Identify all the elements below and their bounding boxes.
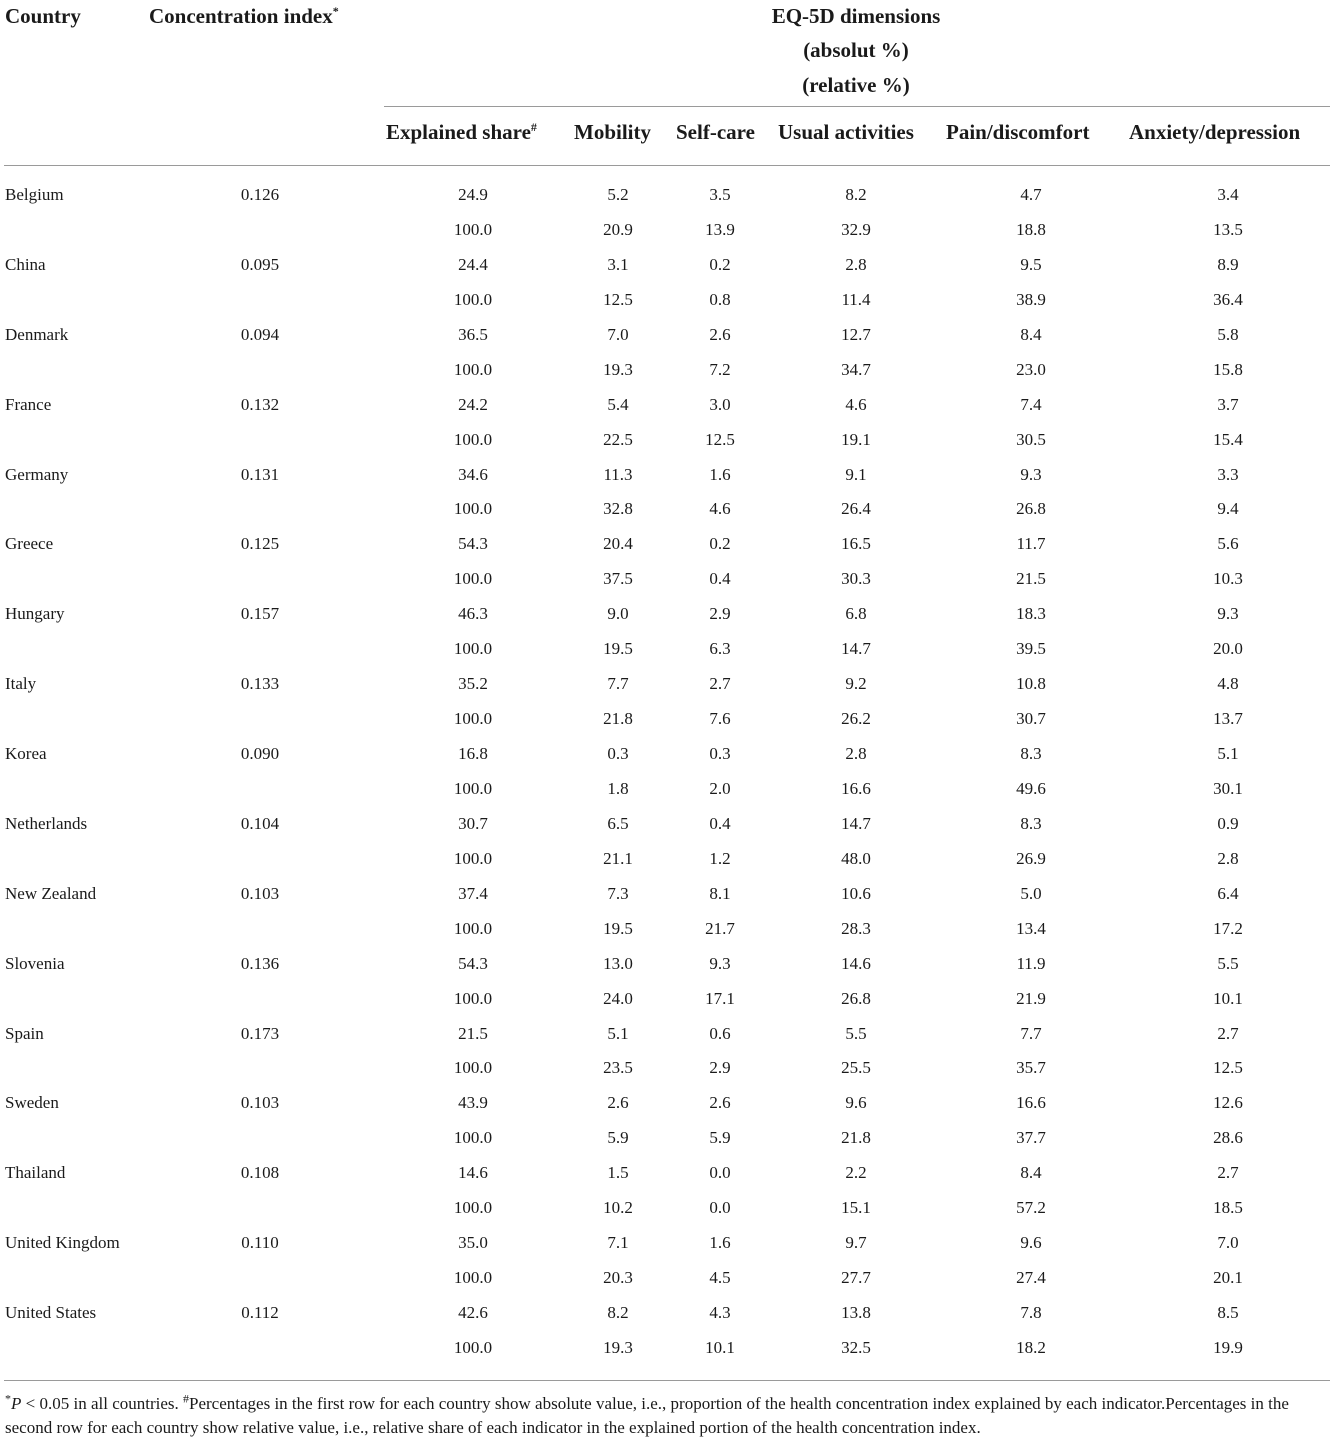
cell-mobility-abs: 6.5	[607, 813, 629, 833]
cell-explained-share-rel: 100.0	[453, 429, 493, 449]
cell-pain-discomfort-rel: 38.9	[1016, 289, 1046, 309]
cell-mobility-rel: 19.3	[603, 1337, 633, 1357]
cell-mobility-rel: 19.3	[603, 359, 633, 379]
table-row-abs	[0, 1156, 1334, 1191]
cell-pain-discomfort-rel: 21.9	[1016, 988, 1046, 1008]
cell-pain-discomfort-abs: 8.3	[1020, 813, 1042, 833]
cell-usual-activities-abs: 8.2	[845, 185, 867, 204]
header-anxiety-depression: Anxiety/depression	[1129, 120, 1301, 144]
cell-usual-activities-abs: 12.7	[841, 324, 871, 344]
cell-explained-share-rel: 100.0	[453, 569, 493, 589]
header-pain-discomfort: Pain/discomfort	[946, 120, 1090, 144]
cell-pain-discomfort-abs: 9.5	[1020, 254, 1042, 274]
footnote-p-symbol: P	[11, 1394, 22, 1413]
cell-anxiety-depression-rel: 2.8	[1217, 848, 1239, 868]
cell-explained-share-rel: 100.0	[453, 289, 493, 309]
cell-usual-activities-rel: 32.9	[841, 219, 871, 239]
cell-country: Greece	[5, 534, 54, 554]
cell-self-care-abs: 0.2	[709, 254, 731, 274]
cell-explained-share-rel: 100.0	[453, 988, 493, 1008]
header-group-line2: (absolut %)	[803, 38, 909, 62]
cell-self-care-abs: 1.6	[709, 464, 731, 484]
cell-self-care-rel: 7.6	[709, 709, 731, 729]
cell-pain-discomfort-abs: 8.4	[1020, 1163, 1042, 1183]
cell-explained-share-abs: 46.3	[458, 604, 488, 624]
cell-country: Slovenia	[5, 953, 65, 973]
cell-pain-discomfort-rel: 13.4	[1016, 918, 1046, 938]
footnote-p-text: < 0.05 in all countries.	[21, 1394, 184, 1413]
cell-anxiety-depression-abs: 8.5	[1217, 1303, 1239, 1322]
table-row-rel	[0, 702, 1334, 737]
cell-explained-share-abs: 16.8	[458, 744, 488, 763]
cell-mobility-rel: 20.3	[603, 1268, 633, 1288]
cell-usual-activities-abs: 9.1	[845, 464, 867, 484]
cell-anxiety-depression-abs: 7.0	[1217, 1233, 1239, 1253]
header-concentration-index	[149, 4, 339, 29]
cell-explained-share-abs: 36.5	[458, 324, 488, 344]
table-row-rel	[0, 912, 1334, 947]
cell-mobility-rel: 12.5	[603, 289, 633, 309]
header-explained-share	[386, 120, 537, 145]
cell-self-care-abs: 9.3	[709, 953, 731, 973]
cell-pain-discomfort-rel: 21.5	[1016, 569, 1046, 589]
cell-anxiety-depression-rel: 15.4	[1213, 429, 1243, 449]
cell-pain-discomfort-rel: 35.7	[1016, 1058, 1046, 1078]
cell-mobility-abs: 2.6	[607, 1093, 629, 1113]
cell-self-care-rel: 12.5	[705, 429, 735, 449]
cell-usual-activities-abs: 10.6	[841, 883, 871, 903]
table-row-abs	[0, 458, 1334, 493]
footnote-text: Percentages in the first row for each country show absolute value, i.e., proportion of the health concentration index explained by each indicator.Percentages in the second row for each country show relative value, i.e., relative share of each indicator in the explained portion of the health concentration index.	[5, 1394, 1289, 1437]
table-row-abs	[0, 877, 1334, 912]
cell-usual-activities-rel: 15.1	[841, 1198, 871, 1218]
cell-anxiety-depression-abs: 3.3	[1217, 464, 1239, 484]
cell-country: Denmark	[5, 324, 69, 344]
table-row-rel	[0, 562, 1334, 597]
cell-mobility-abs: 11.3	[603, 464, 633, 484]
cell-explained-share-rel: 100.0	[453, 709, 493, 729]
cell-usual-activities-rel: 26.8	[841, 988, 871, 1008]
cell-anxiety-depression-rel: 12.5	[1213, 1058, 1243, 1078]
table-row-rel	[0, 1051, 1334, 1086]
cell-mobility-rel: 19.5	[603, 639, 633, 659]
cell-concentration-index: 0.095	[240, 254, 280, 274]
cell-pain-discomfort-abs: 11.9	[1016, 953, 1046, 973]
cell-concentration-index: 0.173	[240, 1023, 280, 1043]
cell-pain-discomfort-abs: 10.8	[1016, 674, 1046, 694]
cell-anxiety-depression-abs: 8.9	[1217, 254, 1239, 274]
cell-self-care-rel: 0.4	[709, 569, 731, 589]
cell-anxiety-depression-abs: 5.5	[1217, 953, 1239, 973]
cell-pain-discomfort-abs: 16.6	[1016, 1093, 1046, 1113]
cell-country: Italy	[5, 674, 37, 694]
cell-pain-discomfort-abs: 9.6	[1020, 1233, 1042, 1253]
cell-mobility-rel: 20.9	[603, 219, 633, 239]
table-row-rel	[0, 1261, 1334, 1296]
cell-anxiety-depression-rel: 30.1	[1213, 778, 1243, 798]
table-row-abs	[0, 1017, 1334, 1052]
cell-explained-share-abs: 14.6	[458, 1163, 488, 1183]
cell-usual-activities-rel: 26.2	[841, 709, 871, 729]
cell-usual-activities-rel: 30.3	[841, 569, 871, 589]
cell-anxiety-depression-abs: 3.4	[1217, 185, 1239, 204]
cell-pain-discomfort-rel: 30.7	[1016, 709, 1046, 729]
table-row-rel	[0, 842, 1334, 877]
cell-usual-activities-abs: 9.7	[845, 1233, 867, 1253]
cell-explained-share-rel: 100.0	[453, 1058, 493, 1078]
cell-pain-discomfort-rel: 27.4	[1016, 1268, 1046, 1288]
cell-self-care-rel: 4.6	[709, 499, 731, 519]
cell-self-care-rel: 2.0	[709, 778, 731, 798]
cell-mobility-abs: 7.0	[607, 324, 629, 344]
header-usual-activities: Usual activities	[778, 120, 914, 144]
cell-country: Germany	[5, 464, 69, 484]
cell-self-care-abs: 2.9	[709, 604, 731, 624]
cell-usual-activities-abs: 6.8	[845, 604, 867, 624]
cell-pain-discomfort-abs: 11.7	[1016, 534, 1046, 554]
cell-country: Belgium	[5, 185, 64, 204]
cell-self-care-rel: 4.5	[709, 1268, 731, 1288]
cell-mobility-abs: 0.3	[607, 744, 629, 763]
header-country-label: Country	[5, 4, 81, 28]
table-row-rel	[0, 632, 1334, 667]
cell-concentration-index: 0.157	[240, 604, 280, 624]
cell-usual-activities-abs: 4.6	[845, 394, 867, 414]
cell-explained-share-abs: 43.9	[458, 1093, 488, 1113]
header-rule	[4, 165, 1330, 166]
cell-pain-discomfort-abs: 9.3	[1020, 464, 1042, 484]
cell-usual-activities-abs: 16.5	[841, 534, 871, 554]
cell-country: Hungary	[5, 604, 65, 624]
table-row-rel	[0, 1191, 1334, 1226]
cell-self-care-abs: 2.6	[709, 1093, 731, 1113]
cell-concentration-index: 0.125	[240, 534, 280, 554]
group-subrule	[384, 106, 1330, 107]
cell-explained-share-abs: 24.9	[458, 185, 488, 204]
table-row-abs	[0, 318, 1334, 353]
cell-concentration-index: 0.133	[240, 674, 280, 694]
table-row-abs	[0, 947, 1334, 982]
cell-self-care-rel: 5.9	[709, 1128, 731, 1148]
cell-pain-discomfort-abs: 4.7	[1020, 185, 1042, 204]
cell-explained-share-rel: 100.0	[453, 778, 493, 798]
header-ci-mark: *	[332, 4, 339, 18]
cell-pain-discomfort-rel: 37.7	[1016, 1128, 1046, 1148]
cell-usual-activities-rel: 19.1	[841, 429, 871, 449]
cell-self-care-abs: 0.3	[709, 744, 731, 763]
cell-mobility-rel: 32.8	[603, 499, 633, 519]
cell-usual-activities-rel: 28.3	[841, 918, 871, 938]
cell-self-care-abs: 1.6	[709, 1233, 731, 1253]
cell-explained-share-abs: 37.4	[458, 883, 488, 903]
cell-concentration-index: 0.103	[240, 883, 280, 903]
cell-usual-activities-rel: 27.7	[841, 1268, 871, 1288]
cell-country: United States	[5, 1303, 97, 1322]
cell-explained-share-abs: 54.3	[458, 534, 488, 554]
cell-anxiety-depression-rel: 36.4	[1213, 289, 1243, 309]
cell-pain-discomfort-rel: 26.9	[1016, 848, 1046, 868]
cell-country: Netherlands	[5, 813, 88, 833]
cell-self-care-rel: 0.0	[709, 1198, 731, 1218]
cell-usual-activities-abs: 2.8	[845, 744, 867, 763]
cell-explained-share-rel: 100.0	[453, 639, 493, 659]
cell-concentration-index: 0.136	[240, 953, 280, 973]
cell-explained-share-abs: 34.6	[458, 464, 488, 484]
cell-anxiety-depression-rel: 19.9	[1213, 1337, 1243, 1357]
cell-pain-discomfort-abs: 7.4	[1020, 394, 1042, 414]
cell-usual-activities-rel: 14.7	[841, 639, 871, 659]
cell-explained-share-rel: 100.0	[453, 848, 493, 868]
cell-mobility-rel: 21.8	[603, 709, 633, 729]
cell-mobility-abs: 7.1	[607, 1233, 629, 1253]
cell-concentration-index: 0.090	[240, 744, 280, 763]
cell-anxiety-depression-rel: 20.0	[1213, 639, 1243, 659]
cell-explained-share-abs: 35.2	[458, 674, 488, 694]
cell-anxiety-depression-rel: 9.4	[1217, 499, 1239, 519]
table-row-abs	[0, 1296, 1334, 1331]
cell-country: Thailand	[5, 1163, 66, 1183]
cell-mobility-abs: 3.1	[607, 254, 629, 274]
table-row-rel	[0, 423, 1334, 458]
header-self-care: Self-care	[676, 120, 755, 144]
cell-self-care-abs: 0.6	[709, 1023, 731, 1043]
cell-country: Sweden	[5, 1093, 59, 1113]
table-row-rel	[0, 1121, 1334, 1156]
cell-usual-activities-rel: 32.5	[841, 1337, 871, 1357]
cell-self-care-abs: 0.2	[709, 534, 731, 554]
table-row-rel	[0, 213, 1334, 248]
cell-explained-share-abs: 42.6	[458, 1303, 488, 1322]
cell-anxiety-depression-rel: 13.7	[1213, 709, 1243, 729]
cell-concentration-index: 0.103	[240, 1093, 280, 1113]
table-row-abs	[0, 737, 1334, 772]
table-row-abs	[0, 667, 1334, 702]
cell-usual-activities-abs: 2.8	[845, 254, 867, 274]
cell-mobility-abs: 20.4	[603, 534, 633, 554]
cell-self-care-abs: 3.5	[709, 185, 731, 204]
cell-usual-activities-abs: 13.8	[841, 1303, 871, 1322]
cell-country: France	[5, 394, 52, 414]
cell-usual-activities-abs: 14.7	[841, 813, 871, 833]
cell-explained-share-abs: 35.0	[458, 1233, 488, 1253]
cell-explained-share-rel: 100.0	[453, 918, 493, 938]
header-explained-share-mark: #	[530, 120, 537, 134]
cell-mobility-abs: 9.0	[607, 604, 629, 624]
cell-mobility-rel: 10.2	[603, 1198, 633, 1218]
cell-mobility-abs: 5.4	[607, 394, 629, 414]
cell-mobility-abs: 13.0	[603, 953, 633, 973]
footnote-hash-mark: #	[183, 1391, 190, 1406]
cell-explained-share-abs: 24.2	[458, 394, 488, 414]
cell-self-care-rel: 2.9	[709, 1058, 731, 1078]
cell-concentration-index: 0.094	[240, 324, 280, 344]
cell-self-care-rel: 1.2	[709, 848, 731, 868]
table-row-rel	[0, 353, 1334, 388]
cell-anxiety-depression-rel: 15.8	[1213, 359, 1243, 379]
cell-mobility-rel: 5.9	[607, 1128, 629, 1148]
cell-explained-share-rel: 100.0	[453, 1268, 493, 1288]
cell-self-care-rel: 6.3	[709, 639, 731, 659]
cell-usual-activities-abs: 5.5	[845, 1023, 867, 1043]
table-row-abs	[0, 388, 1334, 423]
table-row-rel	[0, 283, 1334, 318]
cell-explained-share-rel: 100.0	[453, 1128, 493, 1148]
table-row-rel	[0, 1331, 1334, 1366]
cell-anxiety-depression-rel: 28.6	[1213, 1128, 1243, 1148]
cell-mobility-abs: 7.7	[607, 674, 629, 694]
cell-anxiety-depression-abs: 4.8	[1217, 674, 1239, 694]
cell-anxiety-depression-abs: 6.4	[1217, 883, 1239, 903]
cell-mobility-abs: 5.2	[607, 185, 629, 204]
cell-explained-share-abs: 21.5	[458, 1023, 488, 1043]
cell-explained-share-rel: 100.0	[453, 499, 493, 519]
cell-pain-discomfort-rel: 39.5	[1016, 639, 1046, 659]
table-row-rel	[0, 492, 1334, 527]
cell-anxiety-depression-rel: 20.1	[1213, 1268, 1243, 1288]
cell-anxiety-depression-rel: 10.1	[1213, 988, 1243, 1008]
cell-anxiety-depression-abs: 2.7	[1217, 1023, 1239, 1043]
cell-pain-discomfort-rel: 18.2	[1016, 1337, 1046, 1357]
cell-anxiety-depression-rel: 13.5	[1213, 219, 1243, 239]
cell-concentration-index: 0.126	[240, 185, 280, 204]
cell-anxiety-depression-rel: 10.3	[1213, 569, 1243, 589]
cell-mobility-rel: 37.5	[603, 569, 633, 589]
cell-usual-activities-abs: 14.6	[841, 953, 871, 973]
cell-mobility-rel: 23.5	[603, 1058, 633, 1078]
cell-anxiety-depression-abs: 3.7	[1217, 394, 1239, 414]
table-body	[0, 178, 1334, 1366]
cell-pain-discomfort-abs: 7.7	[1020, 1023, 1042, 1043]
cell-self-care-abs: 0.4	[709, 813, 731, 833]
cell-pain-discomfort-abs: 7.8	[1020, 1303, 1042, 1322]
cell-explained-share-abs: 24.4	[458, 254, 488, 274]
table-footnote	[5, 1392, 1330, 1440]
cell-self-care-abs: 2.7	[709, 674, 731, 694]
cell-anxiety-depression-abs: 5.6	[1217, 534, 1239, 554]
cell-country: New Zealand	[5, 883, 97, 903]
cell-usual-activities-abs: 9.6	[845, 1093, 867, 1113]
cell-mobility-abs: 5.1	[607, 1023, 629, 1043]
cell-explained-share-rel: 100.0	[453, 1198, 493, 1218]
table-row-rel	[0, 772, 1334, 807]
cell-usual-activities-rel: 16.6	[841, 778, 871, 798]
cell-concentration-index: 0.132	[240, 394, 280, 414]
cell-concentration-index: 0.110	[241, 1233, 279, 1253]
cell-self-care-abs: 0.0	[709, 1163, 731, 1183]
table-row-abs	[0, 527, 1334, 562]
cell-anxiety-depression-abs: 9.3	[1217, 604, 1239, 624]
cell-pain-discomfort-abs: 8.3	[1020, 744, 1042, 763]
table-row-abs	[0, 248, 1334, 283]
cell-explained-share-abs: 30.7	[458, 813, 488, 833]
cell-self-care-rel: 17.1	[705, 988, 735, 1008]
cell-usual-activities-rel: 48.0	[841, 848, 871, 868]
cell-concentration-index: 0.104	[240, 813, 280, 833]
cell-pain-discomfort-abs: 5.0	[1020, 883, 1042, 903]
cell-self-care-abs: 3.0	[709, 394, 731, 414]
cell-anxiety-depression-rel: 17.2	[1213, 918, 1243, 938]
cell-usual-activities-abs: 2.2	[845, 1163, 867, 1183]
cell-mobility-rel: 22.5	[603, 429, 633, 449]
header-concentration-index-label: Concentration index	[149, 4, 333, 28]
table-row-abs	[0, 1086, 1334, 1121]
cell-pain-discomfort-rel: 18.8	[1016, 219, 1046, 239]
cell-mobility-abs: 1.5	[607, 1163, 629, 1183]
footnote-star-mark: *	[5, 1391, 11, 1406]
cell-pain-discomfort-rel: 26.8	[1016, 499, 1046, 519]
cell-pain-discomfort-rel: 30.5	[1016, 429, 1046, 449]
header-country	[5, 4, 81, 29]
cell-anxiety-depression-abs: 2.7	[1217, 1163, 1239, 1183]
cell-usual-activities-rel: 21.8	[841, 1128, 871, 1148]
cell-self-care-abs: 2.6	[709, 324, 731, 344]
cell-country: China	[5, 254, 46, 274]
table-row-rel	[0, 982, 1334, 1017]
header-mobility: Mobility	[574, 120, 651, 144]
cell-mobility-rel: 1.8	[607, 778, 629, 798]
cell-self-care-rel: 0.8	[709, 289, 731, 309]
header-explained-share-label: Explained share	[386, 120, 531, 144]
cell-self-care-rel: 10.1	[705, 1337, 735, 1357]
table-row-abs	[0, 597, 1334, 632]
cell-country: Spain	[5, 1023, 44, 1043]
cell-country: United Kingdom	[5, 1233, 120, 1253]
cell-self-care-rel: 21.7	[705, 918, 735, 938]
cell-mobility-rel: 21.1	[603, 848, 633, 868]
cell-anxiety-depression-abs: 5.1	[1217, 744, 1239, 763]
table-header	[0, 0, 1334, 166]
cell-concentration-index: 0.108	[240, 1163, 280, 1183]
cell-explained-share-abs: 54.3	[458, 953, 488, 973]
cell-mobility-rel: 24.0	[603, 988, 633, 1008]
cell-mobility-abs: 8.2	[607, 1303, 629, 1322]
cell-self-care-rel: 7.2	[709, 359, 731, 379]
cell-pain-discomfort-abs: 8.4	[1020, 324, 1042, 344]
cell-explained-share-rel: 100.0	[453, 219, 493, 239]
bottom-rule	[4, 1380, 1330, 1381]
cell-pain-discomfort-rel: 49.6	[1016, 778, 1046, 798]
cell-anxiety-depression-abs: 12.6	[1213, 1093, 1243, 1113]
cell-anxiety-depression-rel: 18.5	[1213, 1198, 1243, 1218]
cell-pain-discomfort-rel: 23.0	[1016, 359, 1046, 379]
header-group-line3: (relative %)	[802, 73, 910, 97]
cell-self-care-abs: 8.1	[709, 883, 731, 903]
cell-usual-activities-rel: 11.4	[841, 289, 871, 309]
cell-self-care-rel: 13.9	[705, 219, 735, 239]
cell-pain-discomfort-abs: 18.3	[1016, 604, 1046, 624]
cell-self-care-abs: 4.3	[709, 1303, 731, 1322]
cell-mobility-rel: 19.5	[603, 918, 633, 938]
cell-country: Korea	[5, 744, 47, 763]
header-group-line1: EQ-5D dimensions	[771, 4, 941, 28]
cell-explained-share-rel: 100.0	[453, 1337, 493, 1357]
cell-usual-activities-abs: 9.2	[845, 674, 867, 694]
cell-concentration-index: 0.131	[240, 464, 280, 484]
cell-mobility-abs: 7.3	[607, 883, 629, 903]
table-row-abs	[0, 1226, 1334, 1261]
cell-concentration-index: 0.112	[241, 1303, 279, 1322]
table-row-abs	[0, 178, 1334, 213]
cell-pain-discomfort-rel: 57.2	[1016, 1198, 1046, 1218]
cell-usual-activities-rel: 25.5	[841, 1058, 871, 1078]
cell-anxiety-depression-abs: 5.8	[1217, 324, 1239, 344]
cell-usual-activities-rel: 34.7	[841, 359, 871, 379]
cell-anxiety-depression-abs: 0.9	[1217, 813, 1239, 833]
cell-explained-share-rel: 100.0	[453, 359, 493, 379]
table-row-abs	[0, 807, 1334, 842]
cell-usual-activities-rel: 26.4	[841, 499, 871, 519]
